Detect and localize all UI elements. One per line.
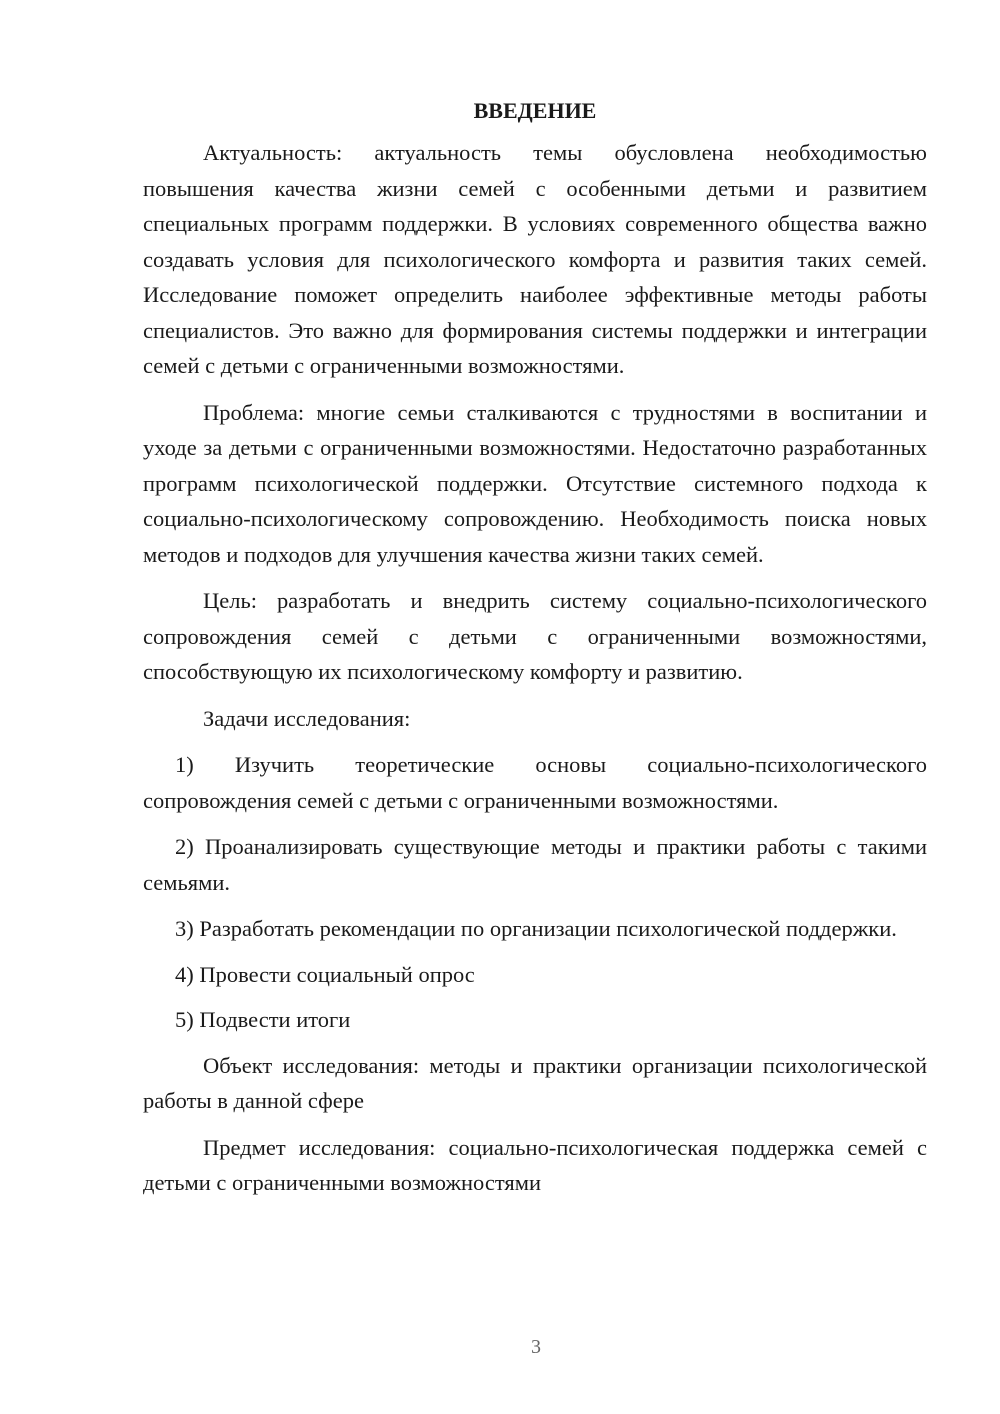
page-title: ВВЕДЕНИЕ — [473, 98, 597, 123]
paragraph-object: Объект исследования: методы и практики организации психологической работы в данной сфере — [143, 1052, 927, 1113]
task-item-3: 3) Разработать рекомендации по организации психологической поддержки. — [175, 916, 897, 941]
tasks-heading: Задачи исследования: — [203, 705, 411, 731]
paragraph-goal: Цель: разработать и внедрить систему социально-психологического сопровождения семей с детьми с ограниченными возможностями, способствующую их психологическому комфорту и развитию. — [143, 588, 927, 684]
paragraph-problem: Проблема: многие семьи сталкиваются с трудностями в воспитании и уходе за детьми с ограниченными возможностями. Недостаточно разработанных программ психологической поддержки. Отсутствие системного подхода к социально-психологическому сопровождению. Необходимость поиска новых методов и подходов для улучшения качества жизни таких семей. — [143, 399, 927, 567]
page-number: 3 — [531, 1336, 541, 1358]
task-item-5: 5) Подвести итоги — [175, 1007, 351, 1032]
paragraph-subject: Предмет исследования: социально-психологическая поддержка семей с детьми с ограниченными возможностями — [143, 1134, 927, 1195]
page-content — [143, 97, 927, 1201]
task-item-1: 1) Изучить теоретические основы социально-психологического сопровождения семей с детьми с ограниченными возможностями. — [143, 752, 927, 813]
task-item-2: 2) Проанализировать существующие методы и практики работы с такими семьями. — [143, 834, 927, 895]
task-item-4: 4) Провести социальный опрос — [175, 961, 475, 987]
paragraph-relevance: Актуальность: актуальность темы обусловлена необходимостью повышения качества жизни семей с особенными детьми и развитием специальных программ поддержки. В условиях современного общества важно создавать условия для психологического комфорта и развития таких семей. Исследование поможет определить наиболее эффективные методы работы специалистов. Это важно для формирования системы поддержки и интеграции семей с детьми с ограниченными возможностями. — [143, 140, 927, 378]
